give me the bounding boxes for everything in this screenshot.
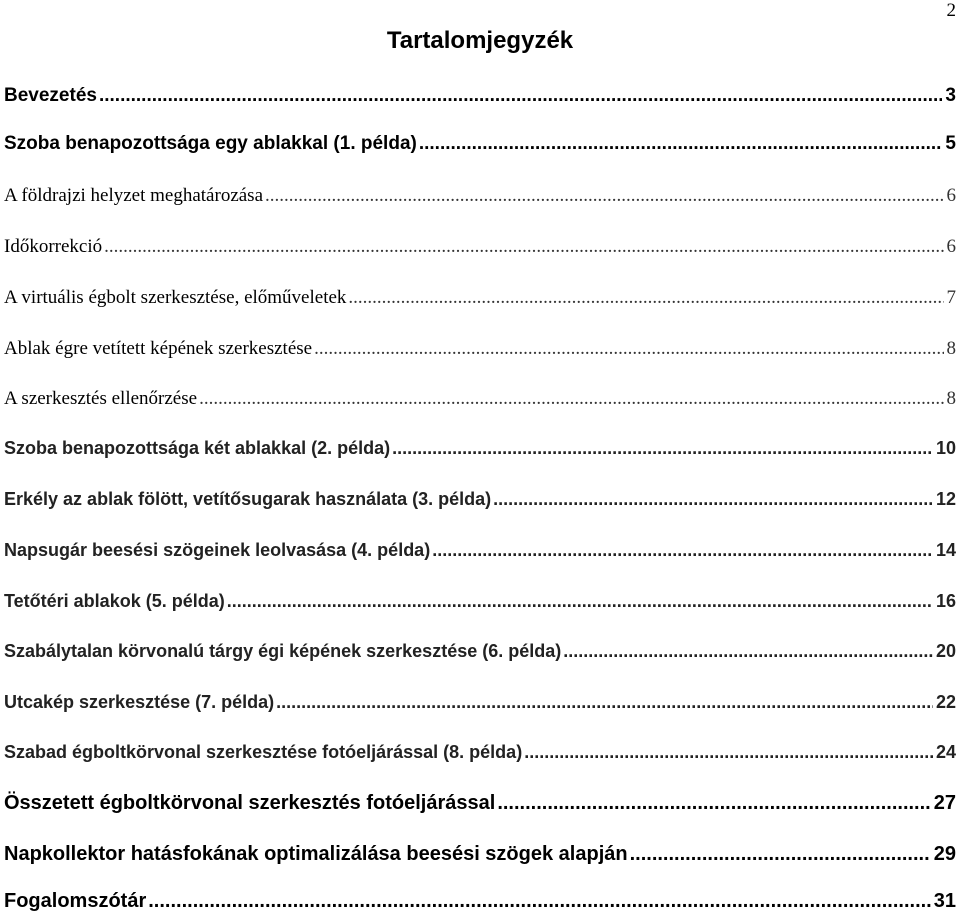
toc-entry-title: Utcakép szerkesztése (7. példa): [4, 692, 275, 712]
toc-leader-dots: [348, 284, 943, 312]
toc-entry-page: 16: [935, 591, 956, 611]
toc-leader-dots: [497, 789, 930, 817]
toc-entry-title: Időkorrekció: [4, 236, 103, 257]
toc-leader-dots: [419, 130, 943, 158]
toc-entry-page: 20: [935, 641, 956, 661]
toc-entry-example-2[interactable]: [4, 434, 956, 462]
toc-title: Tartalomjegyzék: [386, 27, 574, 54]
toc-entry-page: 5: [945, 133, 956, 154]
toc-entry-title: A földrajzi helyzet meghatározása: [4, 185, 264, 206]
toc-leader-dots: [148, 887, 931, 915]
toc-entry-page: 8: [946, 338, 956, 359]
toc-entry-example-6[interactable]: [4, 637, 956, 665]
toc-entry-solar-collector[interactable]: [4, 840, 956, 868]
toc-entry-glossary[interactable]: [4, 887, 956, 915]
toc-entry-title: Napsugár beesési szögeinek leolvasása (4. példa): [4, 540, 431, 560]
toc-entry-introduction[interactable]: [4, 82, 956, 110]
toc-leader-dots: [265, 182, 943, 210]
toc-entry-page: 6: [946, 236, 956, 257]
toc-entry-page: 6: [946, 185, 956, 206]
toc-entry-title: A szerkesztés ellenőrzése: [4, 388, 198, 409]
toc-entry-example-7[interactable]: [4, 688, 956, 716]
toc-leader-dots: [630, 840, 931, 868]
toc-entry-page: 10: [935, 438, 956, 458]
toc-leader-dots: [524, 738, 933, 766]
toc-leader-dots: [563, 637, 933, 665]
toc-entry-page: 8: [946, 388, 956, 409]
toc-leader-dots: [99, 82, 942, 110]
toc-leader-dots: [314, 335, 943, 363]
toc-entry-title: Napkollektor hatásfokának optimalizálása beesési szögek alapján: [4, 843, 628, 865]
toc-entry-page: 12: [935, 489, 956, 509]
toc-leader-dots: [392, 434, 933, 462]
toc-leader-dots: [104, 233, 943, 261]
toc-entry-title: Erkély az ablak fölött, vetítősugarak használata (3. példa): [4, 489, 492, 509]
toc-entry-geographic-location[interactable]: [4, 182, 956, 210]
toc-entry-page: 24: [935, 742, 956, 762]
toc-entry-page: 22: [935, 692, 956, 712]
toc-entry-page: 3: [945, 85, 956, 106]
toc-leader-dots: [227, 587, 933, 615]
toc-entry-example-3[interactable]: [4, 485, 956, 513]
toc-entry-page: 31: [933, 890, 956, 912]
toc-entry-page: 29: [933, 843, 956, 865]
toc-leader-dots: [493, 485, 933, 513]
toc-entry-title: Szoba benapozottsága egy ablakkal (1. példa): [4, 133, 417, 154]
toc-entry-example-5[interactable]: [4, 587, 956, 615]
toc-leader-dots: [432, 536, 933, 564]
toc-entry-title: A virtuális égbolt szerkesztése, előműveletek: [4, 287, 347, 308]
toc-entry-page: 27: [933, 792, 956, 814]
toc-entry-verification[interactable]: [4, 385, 956, 413]
toc-entry-title: Fogalomszótár: [4, 890, 147, 912]
page-number: 2: [946, 0, 956, 21]
toc-entry-page: 7: [946, 287, 956, 308]
toc-entry-composite-skyline[interactable]: [4, 789, 956, 817]
toc-entry-example-4[interactable]: [4, 536, 956, 564]
toc-leader-dots: [276, 688, 933, 716]
toc-entry-title: Ablak égre vetített képének szerkesztése: [4, 338, 313, 359]
toc-leader-dots: [199, 385, 943, 413]
toc-entry-window-projection[interactable]: [4, 335, 956, 363]
toc-entry-example-8[interactable]: [4, 738, 956, 766]
toc-entry-title: Szabad égboltkörvonal szerkesztése fotóeljárással (8. példa): [4, 742, 523, 762]
toc-entry-title: Tetőtéri ablakok (5. példa): [4, 591, 225, 611]
toc-entry-example-1[interactable]: [4, 130, 956, 158]
toc-entry-time-correction[interactable]: [4, 233, 956, 261]
toc-entry-title: Bevezetés: [4, 85, 97, 106]
toc-entry-title: Szoba benapozottsága két ablakkal (2. példa): [4, 438, 391, 458]
toc-entry-title: Szabálytalan körvonalú tárgy égi képének szerkesztése (6. példa): [4, 641, 562, 661]
toc-entry-virtual-sky[interactable]: [4, 284, 956, 312]
toc-entry-title: Összetett égboltkörvonal szerkesztés fotóeljárással: [4, 792, 496, 814]
toc-entry-page: 14: [935, 540, 956, 560]
